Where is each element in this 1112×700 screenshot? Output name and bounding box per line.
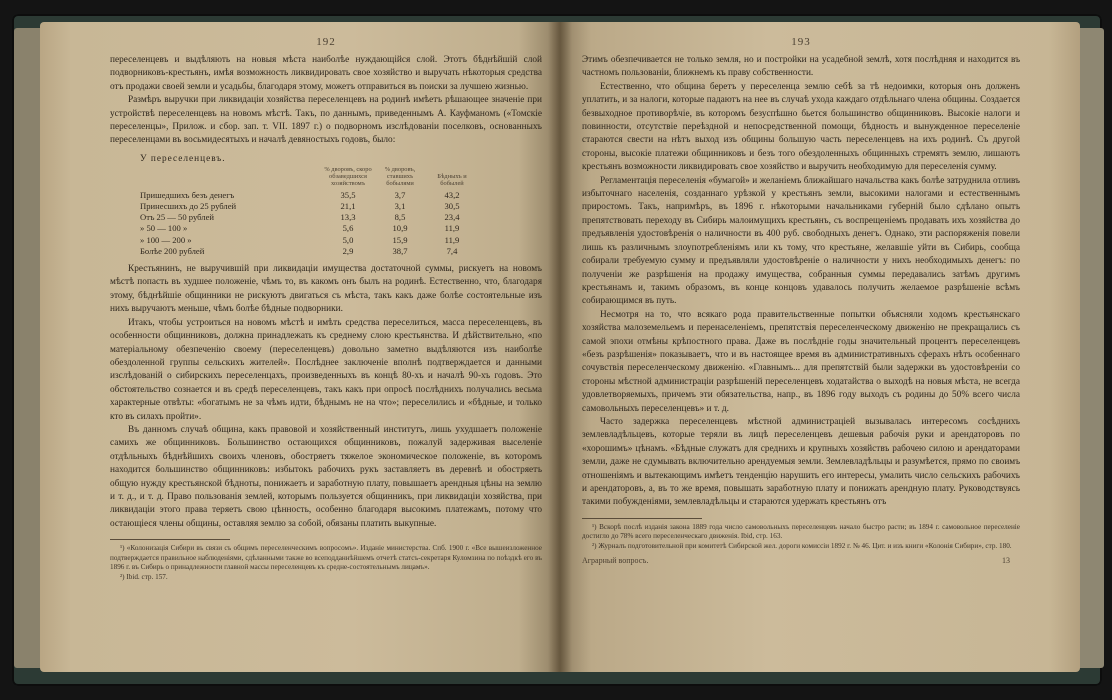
paragraph: Въ данномъ случаѣ община, какъ правовой и хозяйственный институтъ, лишь ухудшаетъ положеніе самихъ же общинниковъ. Большинство остающихся общинниковъ, пожалуй задерживая выселеніе отдѣльныхъ бѣднѣйшихъ своихъ членовъ, обостряетъ тяжелое экономическое положеніе, въ которомъ находится большинство общинниковъ: избытокъ рабочихъ рукъ заставляетъ въ деревнѣ и обостряетъ общую нужду крестьянской бѣдноты, понижаетъ и заработную плату, повышаетъ арендныя цѣны на землю и т. д., и т. д. Право пользованія землей, которымъ пользуется общинникъ, при ликвидаціи хозяйства, при ликвидаціи этого права теряетъ свою цѣнность, особенно благодаря высокимъ платежамъ, потому что остающіеся члены общины, оставляя землю за собой, обязаны платить выкупные. (110, 424, 542, 529)
left-footnotes (110, 544, 542, 582)
footnote: ²) Журналъ подготовительной при комитетѣ Сибирской жел. дороги комиссіи 1892 г. № 46. Цит. и изъ книги «Колонія Сибири», стр. 180. (592, 542, 1012, 550)
paragraph: Размѣръ выручки при ликвидаціи хозяйства переселенцевъ на родинѣ имѣетъ рѣшающее значеніе при устройствѣ переселенцевъ на новомъ мѣстѣ. Такъ, по даннымъ, приведеннымъ А. Кауфманомъ («Томскіе переселенцы», Прилож. и сбор. зап. т. VII. 1897 г.) о подворномъ изслѣдованіи поселковъ, основанныхъ переселенцами въ восьмидесятыхъ и началѣ девяностыхъ годовъ, было: (110, 95, 542, 146)
row-label: Принесшихъ до 25 рублей (140, 201, 237, 212)
table-cell: 10,9 (392, 223, 408, 234)
table-row (138, 235, 478, 246)
migrants-table (138, 166, 478, 257)
footnote-rule (582, 518, 702, 519)
table-row (138, 212, 478, 223)
table-cell: 11,9 (444, 223, 460, 234)
table-header: % дворовъ, ставшихъ бобылями (384, 165, 416, 187)
table-cell: 30,5 (444, 201, 460, 212)
table-row (138, 246, 478, 257)
table-header-blank (138, 166, 322, 190)
table-cell: 23,4 (444, 212, 460, 223)
table-cell: 7,4 (446, 245, 458, 256)
paragraph: переселенцевъ и выдѣляють на новыя мѣста наиболѣе нуждающійся слой. Этотъ бѣднѣйшій слой подворниковъ-крестьянъ, имѣя возможность ликвидировать свое хозяйство и выручать нѣкоторыя средства отъ продажи своей земли и усадьбы, благодаря этому, можетъ отправиться въ поиски за лучшею жизнью. (110, 55, 542, 92)
paragraph: Этимъ обезпечивается не только земля, но и постройки на усадебной землѣ, хотя послѣдняя и находится въ частномъ пользованіи, ближнемъ къ праву собственности. (582, 55, 1020, 79)
paragraph: Крестьянинъ, не выручившій при ликвидаціи имущества достаточной суммы, рискуетъ на новомъ мѣстѣ попасть въ худшее положеніе, чѣмъ то, въ какомъ онъ былъ на родинѣ. Естественно, что, благодаря этому, бѣднѣйшіе общинники не рискуютъ двигаться съ мѣста, такъ какъ даже болѣе состоятельные изъ нихъ выручаютъ меньше, чѣмъ болѣе бѣдные подворники. (110, 264, 542, 315)
table-cell: 15,9 (392, 234, 408, 245)
page-signature (582, 556, 1020, 565)
table-header-row (138, 166, 478, 190)
footnote-rule (110, 539, 230, 540)
table-header: % дворовъ, скоро обзаведшихся хозяйствомъ (324, 165, 372, 187)
table-row (138, 201, 478, 212)
row-label: Отъ 25 — 50 рублей (140, 212, 215, 223)
paragraph: Итакъ, чтобы устроиться на новомъ мѣстѣ и имѣть средства переселиться, масса переселенцевъ, въ особенности общинниковъ, должна принадлежать къ среднему слою крестьянства. И дѣйствительно, «по матеріальному обезпеченію своему (переселенцевъ) довольно заметно выдѣляются изъ наиболѣе обездоленной группы сельскихъ жителей». Послѣднее заключеніе вполнѣ подтверждается и данными изслѣдованій о сибирскихъ переселенцахъ, произведенныхъ въ концѣ 80-хъ и началѣ 90-хъ годовъ. Это обстоятельство сознается и въ средѣ переселенцевъ, такъ какъ при опросѣ послѣднихъ получались весьма характерные отвѣты: «богатымъ не за чѣмъ идти, бѣднымъ не на что»; переселились и «бѣдные, и только кто въ силахъ пройти». (110, 317, 542, 422)
paragraph: Естественно, что община беретъ у переселенца землю себѣ за тѣ недоимки, которыя онъ долженъ уплатить, и за налоги, которые падаютъ на нее въ случаѣ ухода каждаго отдѣльнаго члена общины. Создается безвыходное противорѣчіе, въ которомъ безуспѣшно бьется большинство общинниковъ. Высокіе налоги и повинности, отсутствіе переѣздной и непосредственной помощи, бѣдность и вынужденное переселеніе стараются свести на нѣтъ выход изъ общины большую часть переселенцевъ на ихъ родинѣ. Съ другой стороны, высокіе платежи общинниковъ и безъ того обездоленныхъ общинныхъ стремятъ землю, лишаютъ крестьянъ возможности ликвидировать свое хозяйство и выручить необходимую для переселенія сумму. (582, 81, 1020, 173)
table-cell: 2,9 (342, 245, 354, 256)
book-gutter (548, 22, 572, 672)
right-page-body (582, 54, 1020, 510)
row-label: » 50 — 100 » (140, 223, 188, 234)
table-cell: 3,1 (394, 201, 406, 212)
left-page (40, 22, 560, 672)
table-cell: 35,5 (340, 189, 356, 200)
table-cell: 5,0 (342, 234, 354, 245)
table-row (138, 223, 478, 234)
table-cell: 8,5 (394, 212, 406, 223)
migrants-table-title: У переселенцевъ. (140, 153, 226, 164)
paragraph: Регламентація переселенія «бумагой» и желаніемъ ближайшаго начальства какъ болѣе затруднила отливъ избыточнаго населенія, созданнаго урѣзкой у крестьянъ земли, высокими налогами и естественнымъ приростомъ. Такъ, напримѣръ, въ 1896 г. нѣкоторыми начальниками губерній было сдѣлано опытъ препятствовать переходу въ Сибирь малоимущихъ крестьянъ, съ воспрещеніемъ продавать ихъ хозяйства до предъявленія удостовѣренія о наличности въ 400 руб. свободныхъ денегъ. Однако, эти распоряженія повели лишь къ различнымъ злоупотребленіямъ или къ тому, что крестьяне, желавшіе уйти въ Сибирь, сообща собирали требуемую сумму и предъявляли удостовѣреніе о наличности у нихъ необходимыхъ денегъ: по полученіи же разрѣшенія на продажу имущества, собранныя суммы передавались затѣмъ другимъ крестьянамъ и, такимъ образомъ, въ конце концовъ удавалось получить желаемое разрѣшеніе всѣмъ собирающимся въ путь. (582, 175, 1020, 307)
table-header: Бѣдныхъ и бобылей (437, 172, 467, 187)
paragraph: Часто задержка переселенцевъ мѣстной администраціей вызывалась интересомъ сосѣднихъ землевладѣльцевъ, которые теряли въ лицѣ переселенцевъ дешевыя рабочія руки и арендаторовъ по «хорошимъ» цѣнамъ. «Бѣдные служатъ для среднихъ и крупныхъ хозяйствъ рабочею силою и арендаторами земли, даже не сдумывать включительно арендуемыя земли. Землевладѣльцы и разумѣется, прямо по своимъ отношеніямъ и вытекающимъ имѣетъ тенденцію нарушить его интересы, умалить число сельскихъ рабочихъ и арендаторовъ, а, въ то же время, повышать заработную плату и понижать арендную плату. Руководствуясь такими побужденіями, землевладѣльцы и стараются удержать крестьянъ отъ (582, 416, 1020, 508)
right-footnotes (582, 523, 1020, 552)
footnote: ¹) Вскорѣ послѣ изданія закона 1889 года число самовольныхъ переселенцевъ начало быстро расти; въ 1894 г. самовольное переселеніе достигло до 78% всего переселенческаго движенія. Ibid, стр. 163. (582, 522, 1020, 541)
left-page-body (110, 54, 542, 148)
footnote: ²) Ibid. стр. 157. (120, 572, 168, 581)
left-page-body-continued (110, 263, 542, 531)
row-label: Пришедшихъ безъ денегъ (140, 189, 235, 200)
table-cell: 43,2 (444, 189, 460, 200)
table-cell: 21,1 (340, 201, 356, 212)
left-page-number: 192 (316, 36, 336, 48)
row-label: Болѣе 200 рублей (140, 245, 205, 256)
table-cell: 5,6 (342, 223, 354, 234)
paragraph: Несмотря на то, что всякаго рода правительственные попытки объясняли ходомъ крестьянскаго хозяйства малоземельемъ и перенаселеніемъ, препятствія переселенческому движенію не прекращались съ самой эпохи отмѣны крѣпостного права. Даже въ послѣдніе годы значительный процентъ переселенцевъ «безъ разрѣшенія» показываетъ, что и въ настоящее время въ административныхъ сферахъ нѣтъ особеннаго сочувствія переселенческому движенію. «Главнымъ... для препятствій были задержки въ удостовѣреніи со стороны мѣстной администраціи разрѣшеній переселенцевъ ходатайства о выходѣ на новыя мѣста, не всегда удовлетворяемыхъ, причемъ эти обязательства, напр., въ 1896 году выходъ съ родины до 50% всего числа самовольныхъ переселенцевъ» и т. д. (582, 309, 1020, 414)
table-cell: 38,7 (392, 245, 408, 256)
right-page (560, 22, 1080, 672)
migrants-table-block (110, 154, 542, 257)
table-cell: 11,9 (444, 234, 460, 245)
table-cell: 3,7 (394, 189, 406, 200)
footnote: ¹) «Колонизація Сибири въ связи съ общимъ переселенческимъ вопросомъ». Изданіе министерства. Спб. 1900 г. «Все вышеизложенное подтверждается правильное наблюденіями, сдѣланными также во всеподданнѣйшемъ отчетѣ статсъ-секретаря Куломзина по поѣздкѣ его въ 1896 г. въ Сибирь о принадлежности главной массы переселенцевъ къ средне-состоятельнымъ лицамъ». (110, 544, 542, 572)
table-cell: 13,3 (340, 212, 356, 223)
signature-mark: Аграрный вопросъ. (582, 555, 649, 565)
table-row (138, 190, 478, 201)
row-label: » 100 — 200 » (140, 234, 192, 245)
right-page-number: 193 (791, 36, 811, 48)
signature-number: 13 (1002, 555, 1010, 565)
